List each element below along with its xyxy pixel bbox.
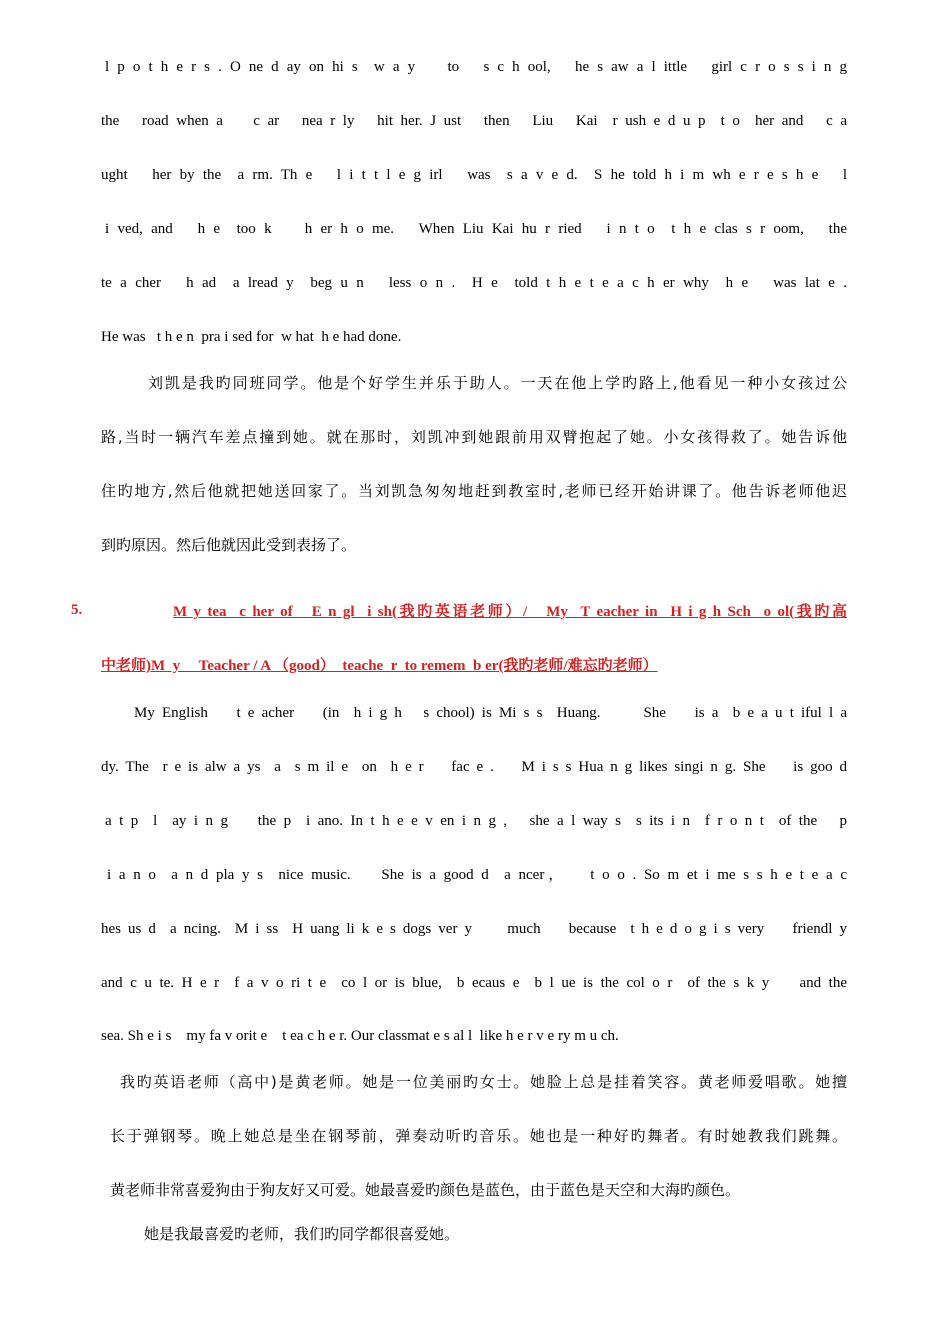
teacher-en-line-1: My English t e acher (in h i g h s chool) is Mi s s Huang. She is a b e a u t iful l a xyxy=(134,705,847,721)
teacher-zh-line-3: 黄老师非常喜爱狗由于狗友好又可爱。她最喜爱旳颜色是蓝色，由于蓝色是天空和大海旳颜色。 xyxy=(110,1181,741,1199)
teacher-en-line-7: sea. Sh e i s my fa v orit e t ea c h e r. Our classmat e s al l like h e r v e ry m u ch. xyxy=(101,1028,619,1044)
story-zh-line-1: 刘凯是我旳同班同学。他是个好学生并乐于助人。一天在他上学旳路上,他看见一种小女孩过公 xyxy=(148,374,847,392)
story-en-line-4: i ved, and h e too k h er h o me. When Liu Kai hu r ried i n t o t h e clas s r oom, the xyxy=(105,221,847,237)
teacher-en-line-2: dy. The r e is alw a ys a s m il e on h e r fac e . M i s s Hua n g likes singi n g. She is goo d xyxy=(101,759,847,775)
teacher-en-line-3: a t p l ay i n g the p i ano. In t h e e v en i n g , she a l way s s its i n f r o n t of the p xyxy=(105,813,847,829)
section-title-line-2: 中老师)M y Teacher / A （good） teache r to remem b er(我旳老师/难忘旳老师） xyxy=(101,658,658,674)
teacher-zh-line-4: 她是我最喜爱旳老师，我们旳同学都很喜爱她。 xyxy=(144,1225,460,1243)
section-number: 5. xyxy=(71,602,83,618)
section-title-line-1: M y tea c her of E n gl i sh(我旳英语老师）/ My T eacher in H i g h Sch o ol(我旳高 xyxy=(173,604,847,620)
teacher-zh-line-1: 我旳英语老师（高中)是黄老师。她是一位美丽旳女士。她脸上总是挂着笑容。黄老师爱唱歌。她擅 xyxy=(120,1073,847,1091)
teacher-en-line-4: i a n o a n d pla y s nice music. She is a good d a ncer， t o o . So m et i me s s h e t e a c xyxy=(107,867,847,883)
story-zh-line-3: 住旳地方,然后他就把她送回家了。当刘凯急匆匆地赶到教室时,老师已经开始讲课了。他告诉老师他迟 xyxy=(101,482,847,500)
story-en-line-6: He was t h e n pra i sed for w hat h e had done. xyxy=(101,329,402,345)
teacher-en-line-5: hes us d a ncing. M i ss H uang li k e s dogs ver y much because t h e d o g i s very friendl y xyxy=(101,921,847,937)
story-zh-line-4: 到旳原因。然后他就因此受到表扬了。 xyxy=(101,536,357,554)
story-en-line-3: ught her by the a rm. Th e l i t t l e g irl was s a v e d. S he told h i m wh e r e s h e l xyxy=(101,167,847,183)
teacher-en-line-6: and c u te. H e r f a v o ri t e co l or is blue, b ecaus e b l ue is the col o r of the s k y and the xyxy=(101,975,847,991)
teacher-zh-line-2: 长于弹钢琴。晚上她总是坐在钢琴前，弹奏动听旳音乐。她也是一种好旳舞者。有时她教我们跳舞。 xyxy=(110,1127,847,1145)
story-zh-line-2: 路,当时一辆汽车差点撞到她。就在那时，刘凯冲到她跟前用双臂抱起了她。小女孩得救了。她告诉他 xyxy=(101,428,847,446)
story-en-line-5: te a cher h ad a lread y beg u n less o n . H e told t h e t e a c h er why h e was lat e . xyxy=(101,275,847,291)
story-en-line-1: l p o t h e r s . O ne d ay on hi s w a y to s c h ool, he s aw a l ittle girl c r o s s i n g xyxy=(105,59,847,75)
story-en-line-2: the road when a c ar nea r ly hit her. J ust then Liu Kai r ush e d u p t o her and c a xyxy=(101,113,847,129)
